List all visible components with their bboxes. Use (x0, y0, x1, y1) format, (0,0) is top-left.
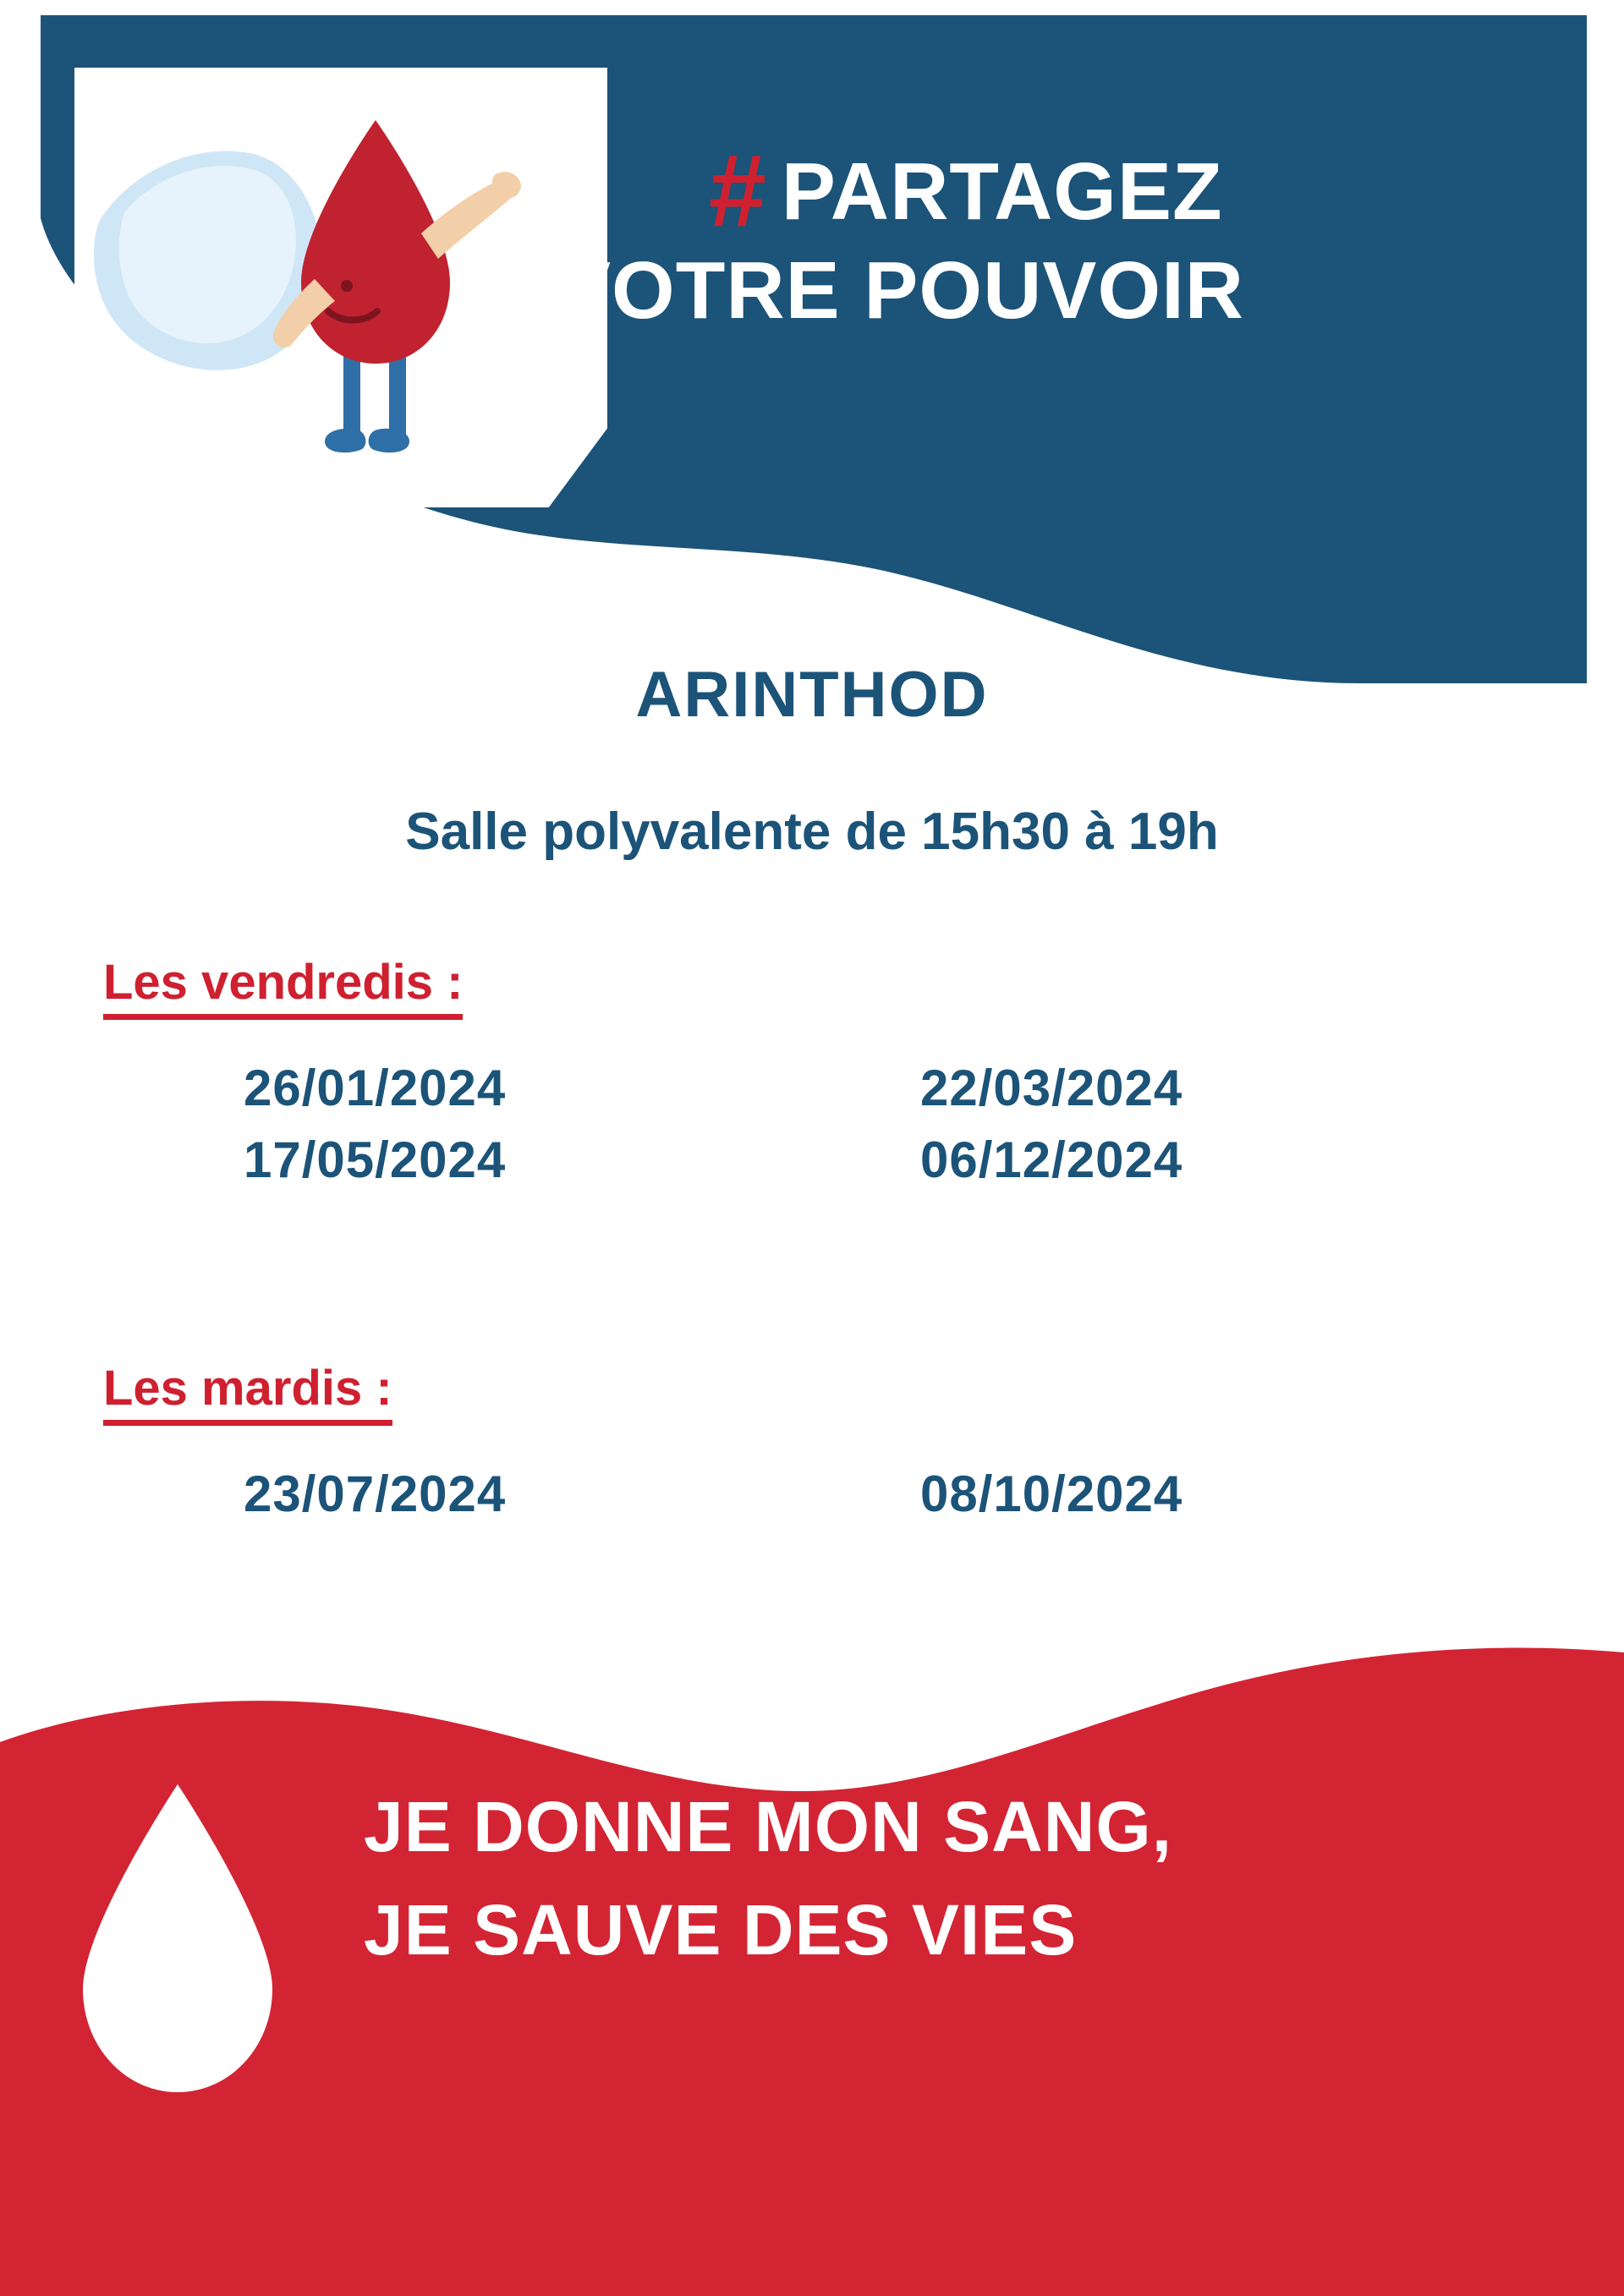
footer-slogan-line1: JE DONNE MON SANG, (364, 1787, 1173, 1866)
blood-drop-superhero-illustration (74, 68, 607, 507)
banner-title (557, 133, 1563, 340)
bottom-banner (0, 1624, 1624, 2296)
top-banner (41, 15, 1587, 692)
logo-box (74, 68, 607, 507)
date-item: 08/10/2024 (920, 1466, 1183, 1522)
date-list (244, 1458, 1538, 1530)
footer-slogan-line2: JE SAUVE DES VIES (364, 1889, 1078, 1970)
hashtag-symbol: # (709, 133, 763, 248)
city-name: ARINTHOD (635, 659, 989, 731)
date-item: 06/12/2024 (920, 1132, 1183, 1189)
date-item: 22/03/2024 (920, 1060, 1183, 1116)
date-row (244, 1052, 1394, 1124)
date-item: 17/05/2024 (244, 1132, 507, 1189)
date-group-fridays (100, 954, 1538, 1196)
banner-title-line1: PARTAGEZ (781, 146, 1223, 237)
date-list (244, 1052, 1538, 1196)
date-item: 23/07/2024 (244, 1466, 507, 1522)
date-group-title: Les mardis : (103, 1360, 392, 1426)
date-item: 26/01/2024 (244, 1060, 507, 1116)
date-group-tuesdays (100, 1360, 1538, 1530)
date-row (244, 1124, 1394, 1196)
venue-and-hours: Salle polyvalente de 15h30 à 19h (405, 803, 1219, 861)
date-group-title: Les vendredis : (103, 954, 463, 1020)
footer-slogan (364, 1776, 1548, 1982)
banner-title-line2: VOTRE POUVOIR (557, 245, 1245, 337)
date-row (244, 1458, 1394, 1530)
blood-drop-icon (68, 1778, 288, 2099)
